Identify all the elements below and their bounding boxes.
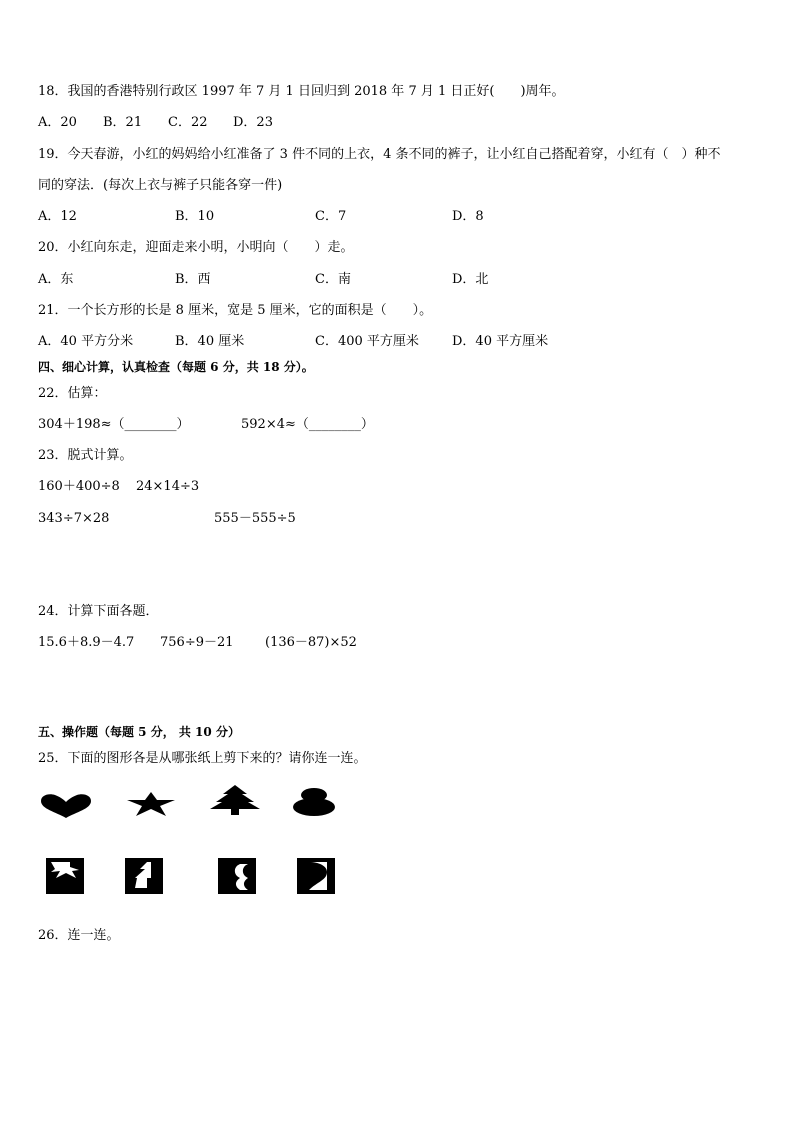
q23-item-3: 343÷7×28 [38, 511, 110, 526]
question-18: 18．我国的香港特别行政区 1997 年 7 月 1 日回归到 2018 年 7 月 1 日正好( )周年。 [38, 84, 565, 99]
q18-option-d: D．23 [233, 115, 273, 130]
q19-option-c: C．7 [315, 209, 347, 224]
q20-option-c: C．南 [315, 272, 351, 287]
question-19-line-1: 19．今天春游，小红的妈妈给小红准备了 3 件不同的上衣，4 条不同的裤子，让小红自己搭配着穿，小红有（ ）种不 [38, 147, 721, 162]
q18-option-a: A．20 [38, 115, 77, 130]
q24-item-2: 756÷9－21 [160, 635, 234, 650]
question-26-label: 26．连一连。 [38, 928, 120, 943]
q18-option-b: B．21 [103, 115, 143, 130]
paper-cutout-2 [125, 858, 163, 894]
section-4-heading: 四、细心计算，认真检查（每题 6 分，共 18 分）。 [38, 360, 314, 374]
question-19-line-2: 同的穿法．(每次上衣与裤子只能各穿一件) [38, 178, 283, 193]
q24-item-3: (136－87)×52 [265, 635, 357, 650]
q21-option-c: C．400 平方厘米 [315, 334, 419, 349]
q19-option-a: A．12 [38, 209, 77, 224]
question-20: 20．小红向东走，迎面走来小明，小明向（ ）走。 [38, 240, 354, 255]
q20-option-a: A．东 [38, 272, 74, 287]
question-21: 21．一个长方形的长是 8 厘米，宽是 5 厘米，它的面积是（ ）。 [38, 303, 433, 318]
section-5-heading: 五、操作题（每题 5 分， 共 10 分） [38, 725, 240, 739]
question-24-label: 24．计算下面各题． [38, 604, 159, 619]
q19-option-d: D．8 [452, 209, 484, 224]
paper-cutout-1 [46, 858, 84, 894]
q23-item-4: 555－555÷5 [214, 511, 296, 526]
question-25-label: 25．下面的图形各是从哪张纸上剪下来的？请你连一连。 [38, 751, 367, 766]
q23-item-2: 24×14÷3 [136, 479, 200, 494]
q20-option-b: B．西 [175, 272, 211, 287]
q22-item-1: 304＋198≈（________） [38, 417, 190, 432]
q22-item-2: 592×4≈（________） [241, 417, 374, 432]
paper-cutout-4 [297, 858, 335, 894]
heart-shape [40, 793, 92, 819]
q19-option-b: B．10 [175, 209, 215, 224]
paper-cutout-3 [218, 858, 256, 894]
q21-option-a: A．40 平方分米 [38, 334, 134, 349]
q23-item-1: 160＋400÷8 [38, 479, 120, 494]
question-22-label: 22．估算： [38, 386, 107, 401]
star-shape [126, 792, 176, 816]
question-23-label: 23．脱式计算。 [38, 448, 133, 463]
q18-option-c: C．22 [168, 115, 208, 130]
q24-item-1: 15.6＋8.9－4.7 [38, 635, 135, 650]
tree-shape [209, 785, 261, 815]
q21-option-b: B．40 厘米 [175, 334, 245, 349]
q21-option-d: D．40 平方厘米 [452, 334, 549, 349]
snowman-shape [292, 788, 336, 816]
q20-option-d: D．北 [452, 272, 489, 287]
